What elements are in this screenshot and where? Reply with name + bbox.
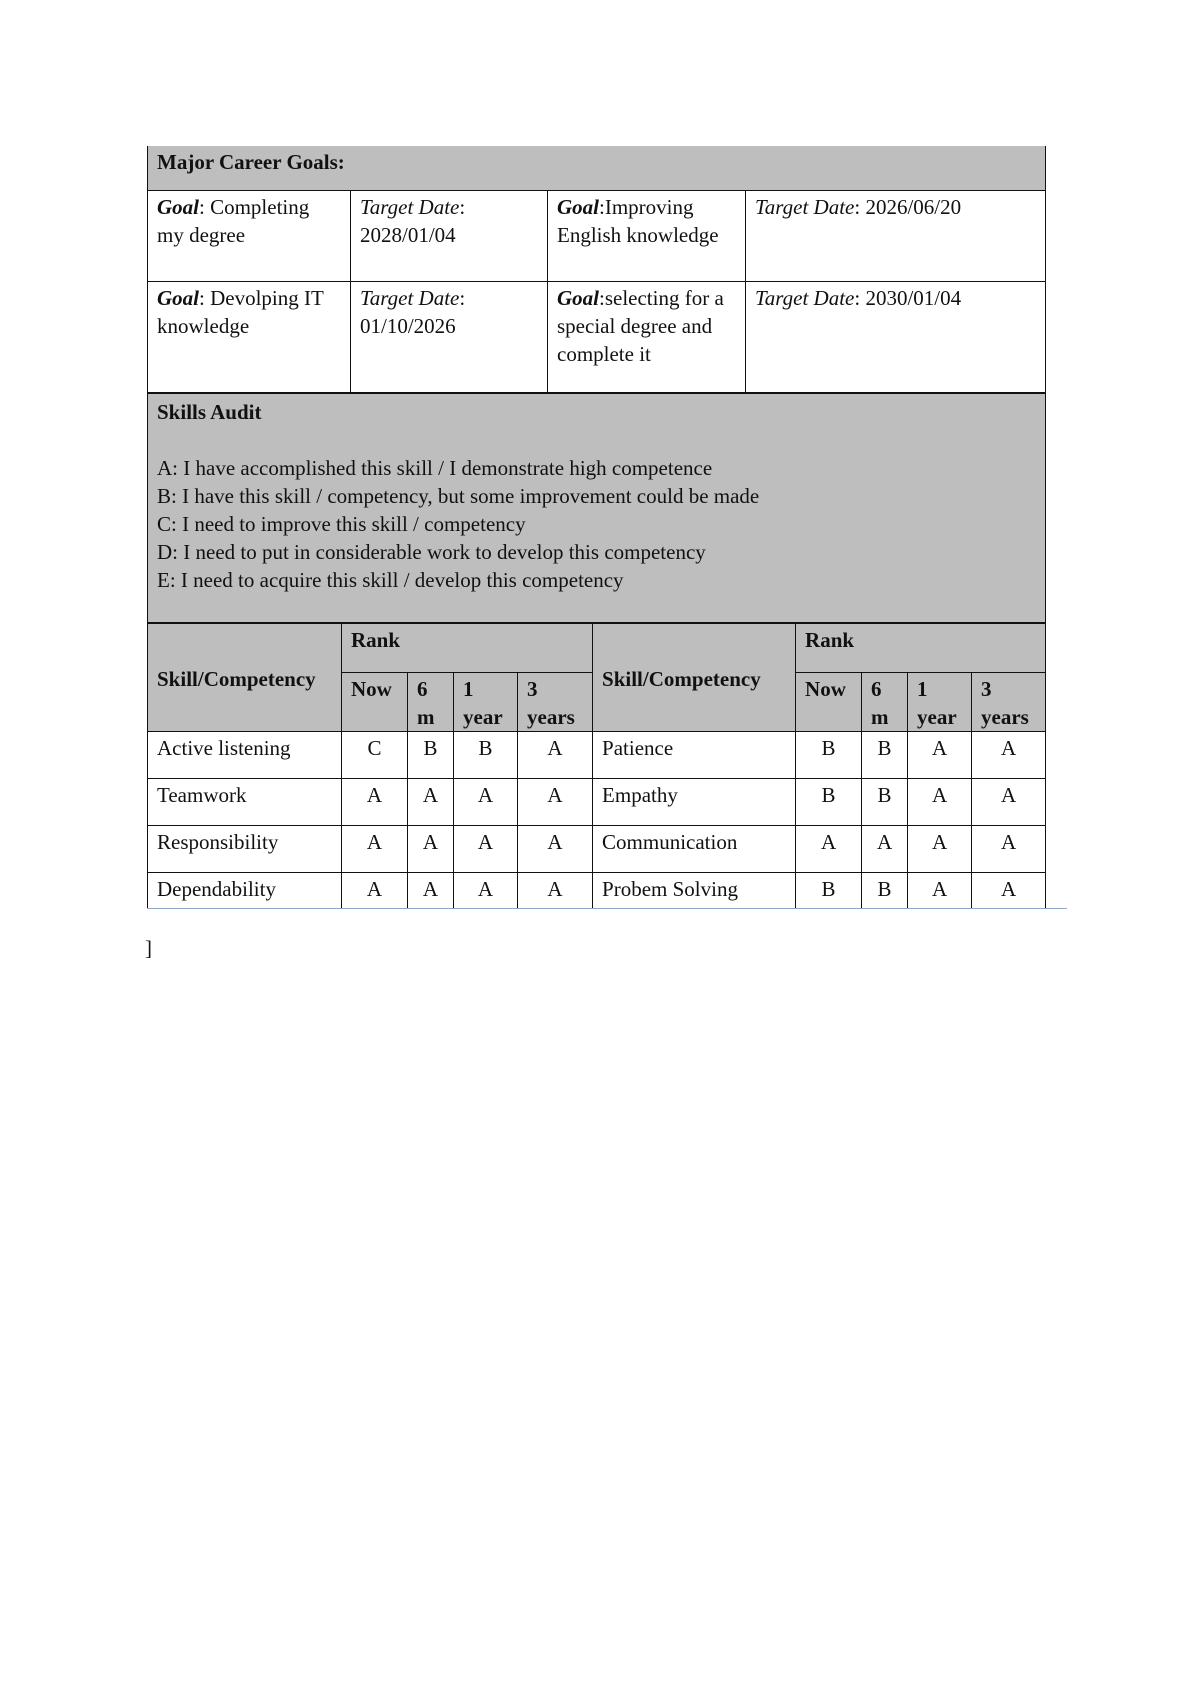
rank-cell[interactable]: A	[454, 826, 518, 873]
rank-cell[interactable]: B	[796, 732, 862, 779]
rank-cell[interactable]: B	[408, 732, 454, 779]
rank-header: Rank	[796, 624, 1046, 673]
table-row	[148, 826, 1046, 873]
goal-text: :Improving English knowledge	[557, 195, 719, 247]
skills-header-row	[148, 624, 1046, 673]
period-header-1year: 1 year	[454, 673, 518, 732]
rank-cell[interactable]: A	[408, 873, 454, 909]
period-header-now: Now	[796, 673, 862, 732]
rank-cell[interactable]: A	[972, 732, 1046, 779]
target-date-cell[interactable]	[351, 282, 548, 394]
rank-cell[interactable]: A	[972, 826, 1046, 873]
legend-line: B: I have this skill / competency, but some improvement could be made	[157, 484, 760, 508]
table-row	[148, 779, 1046, 826]
skills-audit-cell[interactable]	[148, 393, 1046, 623]
rank-cell[interactable]: A	[908, 826, 972, 873]
rank-header: Rank	[342, 624, 593, 673]
period-header-6m: 6 m	[408, 673, 454, 732]
skills-audit-row	[148, 393, 1046, 623]
rank-cell[interactable]: A	[408, 826, 454, 873]
skill-name-cell[interactable]: Probem Solving	[593, 873, 796, 909]
goal-text: : Completing my degree	[157, 195, 310, 247]
target-date-value: : 2026/06/20	[854, 195, 962, 219]
career-goals-title: Major Career Goals:	[148, 146, 1046, 191]
period-header-3years: 3 years	[518, 673, 593, 732]
goal-label: Goal	[557, 286, 599, 310]
rank-cell[interactable]: A	[342, 779, 408, 826]
rank-cell[interactable]: B	[796, 873, 862, 909]
rank-cell[interactable]: A	[908, 732, 972, 779]
rank-cell[interactable]: B	[862, 873, 908, 909]
rank-cell[interactable]: A	[454, 873, 518, 909]
target-date-label: Target Date	[755, 195, 855, 219]
rank-cell[interactable]: B	[862, 732, 908, 779]
target-date-cell[interactable]	[746, 191, 1046, 282]
page-break-line	[147, 908, 1067, 909]
goal-label: Goal	[157, 195, 199, 219]
goal-cell[interactable]	[148, 191, 351, 282]
skill-name-cell[interactable]: Communication	[593, 826, 796, 873]
legend-line: C: I need to improve this skill / competency	[157, 512, 526, 536]
rank-cell[interactable]: A	[518, 779, 593, 826]
text-cursor-mark[interactable]: ]	[145, 936, 152, 960]
target-date-value: : 2030/01/04	[854, 286, 962, 310]
rank-cell[interactable]: A	[518, 873, 593, 909]
legend-line: E: I need to acquire this skill / develop this competency	[157, 568, 624, 592]
table-row	[148, 732, 1046, 779]
target-date-cell[interactable]	[746, 282, 1046, 394]
rank-cell[interactable]: A	[518, 732, 593, 779]
skill-name-cell[interactable]: Empathy	[593, 779, 796, 826]
goal-row	[148, 191, 1046, 282]
rank-cell[interactable]: B	[862, 779, 908, 826]
rank-cell[interactable]: A	[342, 873, 408, 909]
career-goals-header-row	[148, 146, 1046, 191]
target-date-label: Target Date	[755, 286, 855, 310]
goal-text: : Devolping IT knowledge	[157, 286, 324, 338]
rank-cell[interactable]: A	[342, 826, 408, 873]
period-header-1year: 1 year	[908, 673, 972, 732]
rank-cell[interactable]: B	[796, 779, 862, 826]
goal-row	[148, 282, 1046, 394]
target-date-cell[interactable]	[351, 191, 548, 282]
rank-cell[interactable]: A	[972, 779, 1046, 826]
career-goals-table	[147, 146, 1046, 623]
period-header-6m: 6 m	[862, 673, 908, 732]
skill-competency-header: Skill/Competency	[148, 624, 342, 732]
rank-cell[interactable]: A	[408, 779, 454, 826]
legend-line: A: I have accomplished this skill / I demonstrate high competence	[157, 456, 713, 480]
rank-cell[interactable]: B	[454, 732, 518, 779]
legend-line: D: I need to put in considerable work to develop this competency	[157, 540, 706, 564]
table-row	[148, 873, 1046, 909]
period-header-now: Now	[342, 673, 408, 732]
skill-name-cell[interactable]: Active listening	[148, 732, 342, 779]
goal-label: Goal	[557, 195, 599, 219]
rank-cell[interactable]: A	[518, 826, 593, 873]
target-date-value: : 2028/01/04	[360, 195, 466, 247]
rank-cell[interactable]: A	[972, 873, 1046, 909]
skill-name-cell[interactable]: Dependability	[148, 873, 342, 909]
target-date-label: Target Date	[360, 195, 460, 219]
period-header-3years: 3 years	[972, 673, 1046, 732]
rank-cell[interactable]: A	[454, 779, 518, 826]
skills-audit-title: Skills Audit	[157, 400, 262, 424]
rank-cell[interactable]: A	[862, 826, 908, 873]
skill-competency-header: Skill/Competency	[593, 624, 796, 732]
goal-cell[interactable]	[548, 191, 746, 282]
goal-cell[interactable]	[148, 282, 351, 394]
goal-text: :selecting for a special degree and complete it	[557, 286, 724, 366]
skills-rank-table	[147, 623, 1046, 909]
rank-cell[interactable]: A	[796, 826, 862, 873]
skill-name-cell[interactable]: Patience	[593, 732, 796, 779]
target-date-value: : 01/10/2026	[360, 286, 466, 338]
target-date-label: Target Date	[360, 286, 460, 310]
rank-cell[interactable]: C	[342, 732, 408, 779]
skill-name-cell[interactable]: Teamwork	[148, 779, 342, 826]
skill-name-cell[interactable]: Responsibility	[148, 826, 342, 873]
goal-cell[interactable]	[548, 282, 746, 394]
goal-label: Goal	[157, 286, 199, 310]
document-page	[145, 146, 1045, 960]
rank-cell[interactable]: A	[908, 873, 972, 909]
rank-cell[interactable]: A	[908, 779, 972, 826]
